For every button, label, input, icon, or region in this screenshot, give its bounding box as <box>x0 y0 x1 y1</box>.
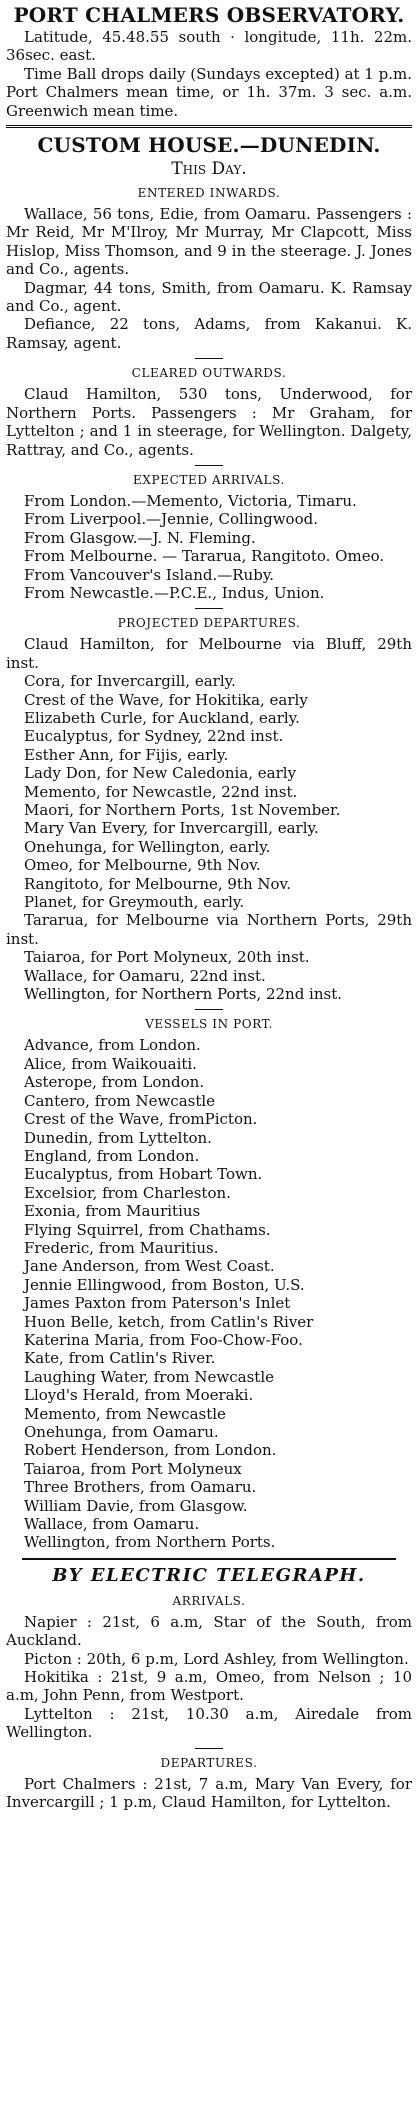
vessel-item: Three Brothers, from Oamaru. <box>24 1478 257 1497</box>
expected-paragraph: From London.—Memento, Victoria, Timaru. <box>24 491 357 510</box>
cleared-paragraph: Claud Hamilton, 530 tons, Underwood, for Northern Ports. Passengers : Mr Graham, for Lyttelton ; and 1 in steerage, for Wellington. Dalgety, Rattray, and Co., agents. <box>6 385 412 459</box>
expected-paragraph: From Glasgow.—J. N. Fleming. <box>24 528 256 547</box>
vessel-item: Jennie Ellingwood, from Boston, U.S. <box>24 1275 305 1294</box>
projected-item: Wellington, for Northern Ports, 22nd inst. <box>24 985 343 1004</box>
observatory-title: PORT CHALMERS OBSERVATORY. <box>13 3 405 27</box>
entry-paragraph: Wallace, 56 tons, Edie, from Oamaru. Passengers : Mr Reid, Mr M'Ilroy, Mr Murray, Mr Clapcott, Miss Hislop, Miss Thomson, and 9 in the steerage. J. Jones and Co., agents. <box>6 205 412 279</box>
expected-paragraph: From Vancouver's Island.—Ruby. <box>24 565 275 584</box>
vessel-item: Katerina Maria, from Foo-Chow-Foo. <box>24 1330 303 1349</box>
entered-heading: ENTERED INWARDS. <box>137 186 281 201</box>
short-divider <box>195 1748 223 1749</box>
vessel-item: Dunedin, from Lyttelton. <box>24 1128 212 1147</box>
short-divider <box>195 358 223 359</box>
vessel-item: Alice, from Waikouaiti. <box>24 1054 197 1073</box>
projected-item: Memento, for Newcastle, 22nd inst. <box>24 782 298 801</box>
expected-section <box>6 492 412 602</box>
vessel-item: Onehunga, from Oamaru. <box>24 1423 219 1441</box>
vessel-item: William Davie, from Glasgow. <box>24 1496 248 1515</box>
expected-heading: EXPECTED ARRIVALS. <box>133 472 285 487</box>
projected-item: Wallace, for Oamaru, 22nd inst. <box>24 966 266 985</box>
vessel-item: Laughing Water, from Newcastle <box>24 1367 275 1386</box>
vessels-section <box>6 1036 412 1551</box>
section-divider <box>6 125 412 128</box>
projected-heading: PROJECTED DEPARTURES. <box>117 616 301 631</box>
projected-section <box>6 635 412 1003</box>
projected-item: Elizabeth Curle, for Auckland, early. <box>24 708 300 727</box>
projected-item: Claud Hamilton, for Melbourne via Bluff, 29th inst. <box>6 635 412 672</box>
cleared-section <box>6 385 412 459</box>
projected-item: Planet, for Greymouth, early. <box>24 893 245 912</box>
cleared-heading: CLEARED OUTWARDS. <box>131 366 287 381</box>
projected-item: Maori, for Northern Ports, 1st November. <box>24 801 341 819</box>
vessel-item: Asterope, from London. <box>24 1073 205 1092</box>
vessel-item: England, from London. <box>24 1146 200 1165</box>
projected-item: Onehunga, for Wellington, early. <box>24 837 271 856</box>
vessel-item: Kate, from Catlin's River. <box>24 1349 216 1368</box>
projected-item: Taiaroa, for Port Molyneux, 20th inst. <box>24 948 310 967</box>
projected-item: Mary Van Every, for Invercargill, early. <box>24 819 319 838</box>
short-divider <box>195 465 223 466</box>
vessel-item: Robert Henderson, from London. <box>24 1441 277 1460</box>
vessel-item: Memento, from Newcastle <box>24 1404 226 1423</box>
vessel-item: Excelsior, from Charleston. <box>24 1183 231 1202</box>
vessel-item: Wallace, from Oamaru. <box>24 1515 200 1534</box>
observatory-section <box>6 28 412 120</box>
custom-house-title: CUSTOM HOUSE.—DUNEDIN. <box>37 133 381 158</box>
vessels-heading: VESSELS IN PORT. <box>145 1017 273 1032</box>
vessel-item: Eucalyptus, from Hobart Town. <box>24 1165 263 1184</box>
expected-paragraph: From Melbourne. — Tararua, Rangitoto. Omeo. <box>24 547 385 566</box>
telegraph-arrival-item: Picton : 20th, 6 p.m, Lord Ashley, from Wellington. <box>24 1649 409 1668</box>
expected-paragraph: From Newcastle.—P.C.E., Indus, Union. <box>24 583 325 602</box>
entry-paragraph: Defiance, 22 tons, Adams, from Kakanui. K. Ramsay, agent. <box>6 315 412 352</box>
telegraph-arrivals-section <box>6 1613 412 1742</box>
entered-section <box>6 205 412 352</box>
telegraph-arrival-item: Lyttelton : 21st, 10.30 a.m, Airedale from Wellington. <box>6 1704 412 1742</box>
projected-item: Cora, for Invercargill, early. <box>24 672 236 691</box>
vessel-item: Frederic, from Mauritius. <box>24 1238 219 1257</box>
projected-item: Eucalyptus, for Sydney, 22nd inst. <box>24 727 284 746</box>
telegraph-departures-section <box>6 1775 412 1812</box>
vessel-item: Cantero, from Newcastle <box>24 1091 216 1110</box>
vessel-item: Huon Belle, ketch, from Catlin's River <box>24 1312 314 1331</box>
projected-item: Tararua, for Melbourne via Northern Ports, 29th inst. <box>6 911 412 948</box>
vessel-item: Wellington, from Northern Ports. <box>24 1533 276 1552</box>
telegraph-arrival-item: Napier : 21st, 6 a.m, Star of the South, from Auckland. <box>6 1612 412 1650</box>
vessel-item: Flying Squirrel, from Chathams. <box>24 1220 271 1239</box>
expected-paragraph: From Liverpool.—Jennie, Collingwood. <box>24 510 318 529</box>
short-divider <box>195 1009 223 1010</box>
telegraph-title: BY ELECTRIC TELEGRAPH. <box>52 1564 366 1586</box>
projected-item: Rangitoto, for Melbourne, 9th Nov. <box>24 874 292 893</box>
projected-item: Crest of the Wave, for Hokitika, early <box>24 690 308 709</box>
telegraph-departures-heading: DEPARTURES. <box>160 1755 258 1770</box>
telegraph-arrival-item: Hokitika : 21st, 9 a.m, Omeo, from Nelson ; 10 a.m, John Penn, from Westport. <box>6 1668 412 1705</box>
vessel-item: Taiaroa, from Port Molyneux <box>24 1459 242 1478</box>
vessel-item: Crest of the Wave, fromPicton. <box>24 1110 258 1129</box>
long-divider <box>22 1558 396 1560</box>
vessel-item: Lloyd's Herald, from Moeraki. <box>24 1386 254 1405</box>
vessel-item: Jane Anderson, from West Coast. <box>24 1257 275 1276</box>
vessel-item: James Paxton from Paterson's Inlet <box>24 1294 291 1313</box>
custom-house-subtitle: This Day. <box>171 159 247 180</box>
projected-item: Omeo, for Melbourne, 9th Nov. <box>24 856 261 875</box>
projected-item: Esther Ann, for Fijis, early. <box>24 745 229 764</box>
vessel-item: Advance, from London. <box>24 1036 201 1055</box>
vessel-item: Exonia, from Mauritius <box>24 1202 201 1221</box>
entry-paragraph: Dagmar, 44 tons, Smith, from Oamaru. K. Ramsay and Co., agent. <box>6 278 412 316</box>
projected-item: Lady Don, for New Caledonia, early <box>24 764 297 783</box>
observatory-paragraph: Latitude, 45.48.55 south · longitude, 11h. 22m. 36sec. east. <box>6 28 412 65</box>
telegraph-arrivals-heading: ARRIVALS. <box>172 1593 246 1608</box>
observatory-paragraph: Time Ball drops daily (Sundays excepted) at 1 p.m. Port Chalmers mean time, or 1h. 37m. 3 sec. a.m. Greenwich mean time. <box>6 64 412 120</box>
telegraph-departure-item: Port Chalmers : 21st, 7 a.m, Mary Van Every, for Invercargill ; 1 p.m, Claud Hamilton, for Lyttelton. <box>6 1774 412 1812</box>
short-divider <box>195 608 223 609</box>
